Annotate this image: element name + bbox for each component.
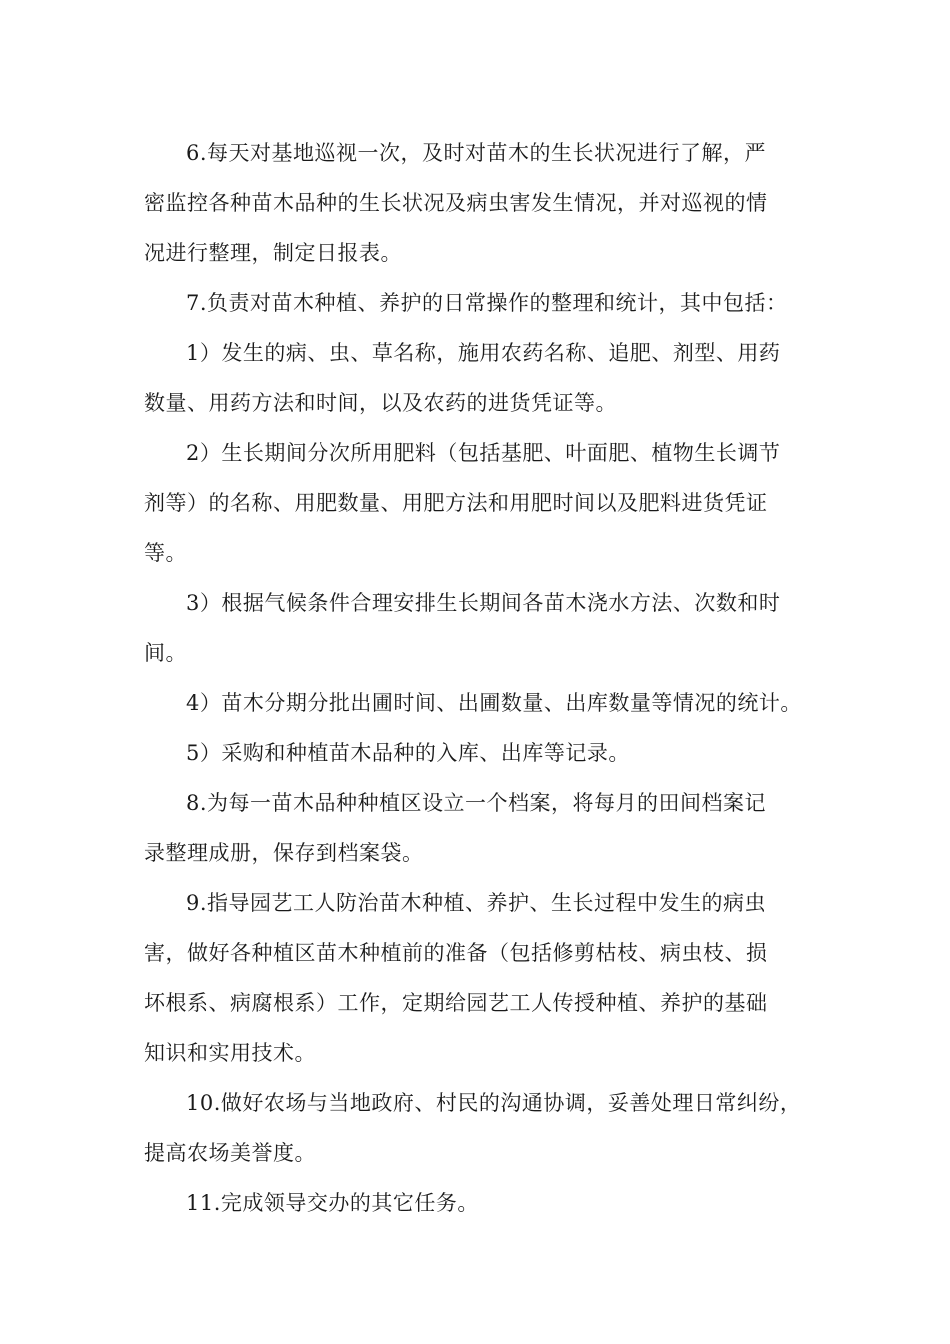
text-line: 害，做好各种植区苗木种植前的准备（包括修剪枯枝、病虫枝、损 <box>144 941 768 965</box>
paragraph-item-11 <box>144 1178 810 1228</box>
paragraph-item-7 <box>144 278 810 328</box>
text-line: 数量、用药方法和时间，以及农药的进货凭证等。 <box>144 391 617 415</box>
text-line: 间。 <box>144 641 187 665</box>
paragraph-item-6 <box>144 128 810 278</box>
text-line: 5）采购和种植苗木品种的入库、出库等记录。 <box>186 741 630 765</box>
text-line: 9.指导园艺工人防治苗木种植、养护、生长过程中发生的病虫 <box>186 891 767 915</box>
paragraph-item-7-2 <box>144 428 810 578</box>
text-line: 况进行整理，制定日报表。 <box>144 241 402 265</box>
text-line: 7.负责对苗木种植、养护的日常操作的整理和统计，其中包括： <box>186 291 788 315</box>
text-line: 知识和实用技术。 <box>144 1041 316 1065</box>
text-line: 剂等）的名称、用肥数量、用肥方法和用肥时间以及肥料进货凭证 <box>144 491 768 515</box>
text-line: 2）生长期间分次所用肥料（包括基肥、叶面肥、植物生长调节 <box>186 441 781 465</box>
text-line: 提高农场美誉度。 <box>144 1141 316 1165</box>
text-line: 4）苗木分期分批出圃时间、出圃数量、出库数量等情况的统计。 <box>186 691 802 715</box>
text-line: 等。 <box>144 541 187 565</box>
text-line: 6.每天对基地巡视一次，及时对苗木的生长状况进行了解，严 <box>186 141 767 165</box>
paragraph-item-8 <box>144 778 810 878</box>
paragraph-item-7-4 <box>144 678 810 728</box>
paragraph-item-9 <box>144 878 810 1078</box>
text-line: 坏根系、病腐根系）工作，定期给园艺工人传授种植、养护的基础 <box>144 991 768 1015</box>
document-body <box>144 128 810 1228</box>
text-line: 10.做好农场与当地政府、村民的沟通协调，妥善处理日常纠纷， <box>186 1091 802 1115</box>
paragraph-item-7-3 <box>144 578 810 678</box>
text-line: 1）发生的病、虫、草名称，施用农药名称、追肥、剂型、用药 <box>186 341 781 365</box>
paragraph-item-7-1 <box>144 328 810 428</box>
text-line: 录整理成册，保存到档案袋。 <box>144 841 424 865</box>
text-line: 8.为每一苗木品种种植区设立一个档案，将每月的田间档案记 <box>186 791 767 815</box>
text-line: 3）根据气候条件合理安排生长期间各苗木浇水方法、次数和时 <box>186 591 781 615</box>
text-line: 11.完成领导交办的其它任务。 <box>186 1191 479 1215</box>
text-line: 密监控各种苗木品种的生长状况及病虫害发生情况，并对巡视的情 <box>144 191 768 215</box>
paragraph-item-7-5 <box>144 728 810 778</box>
paragraph-item-10 <box>144 1078 810 1178</box>
